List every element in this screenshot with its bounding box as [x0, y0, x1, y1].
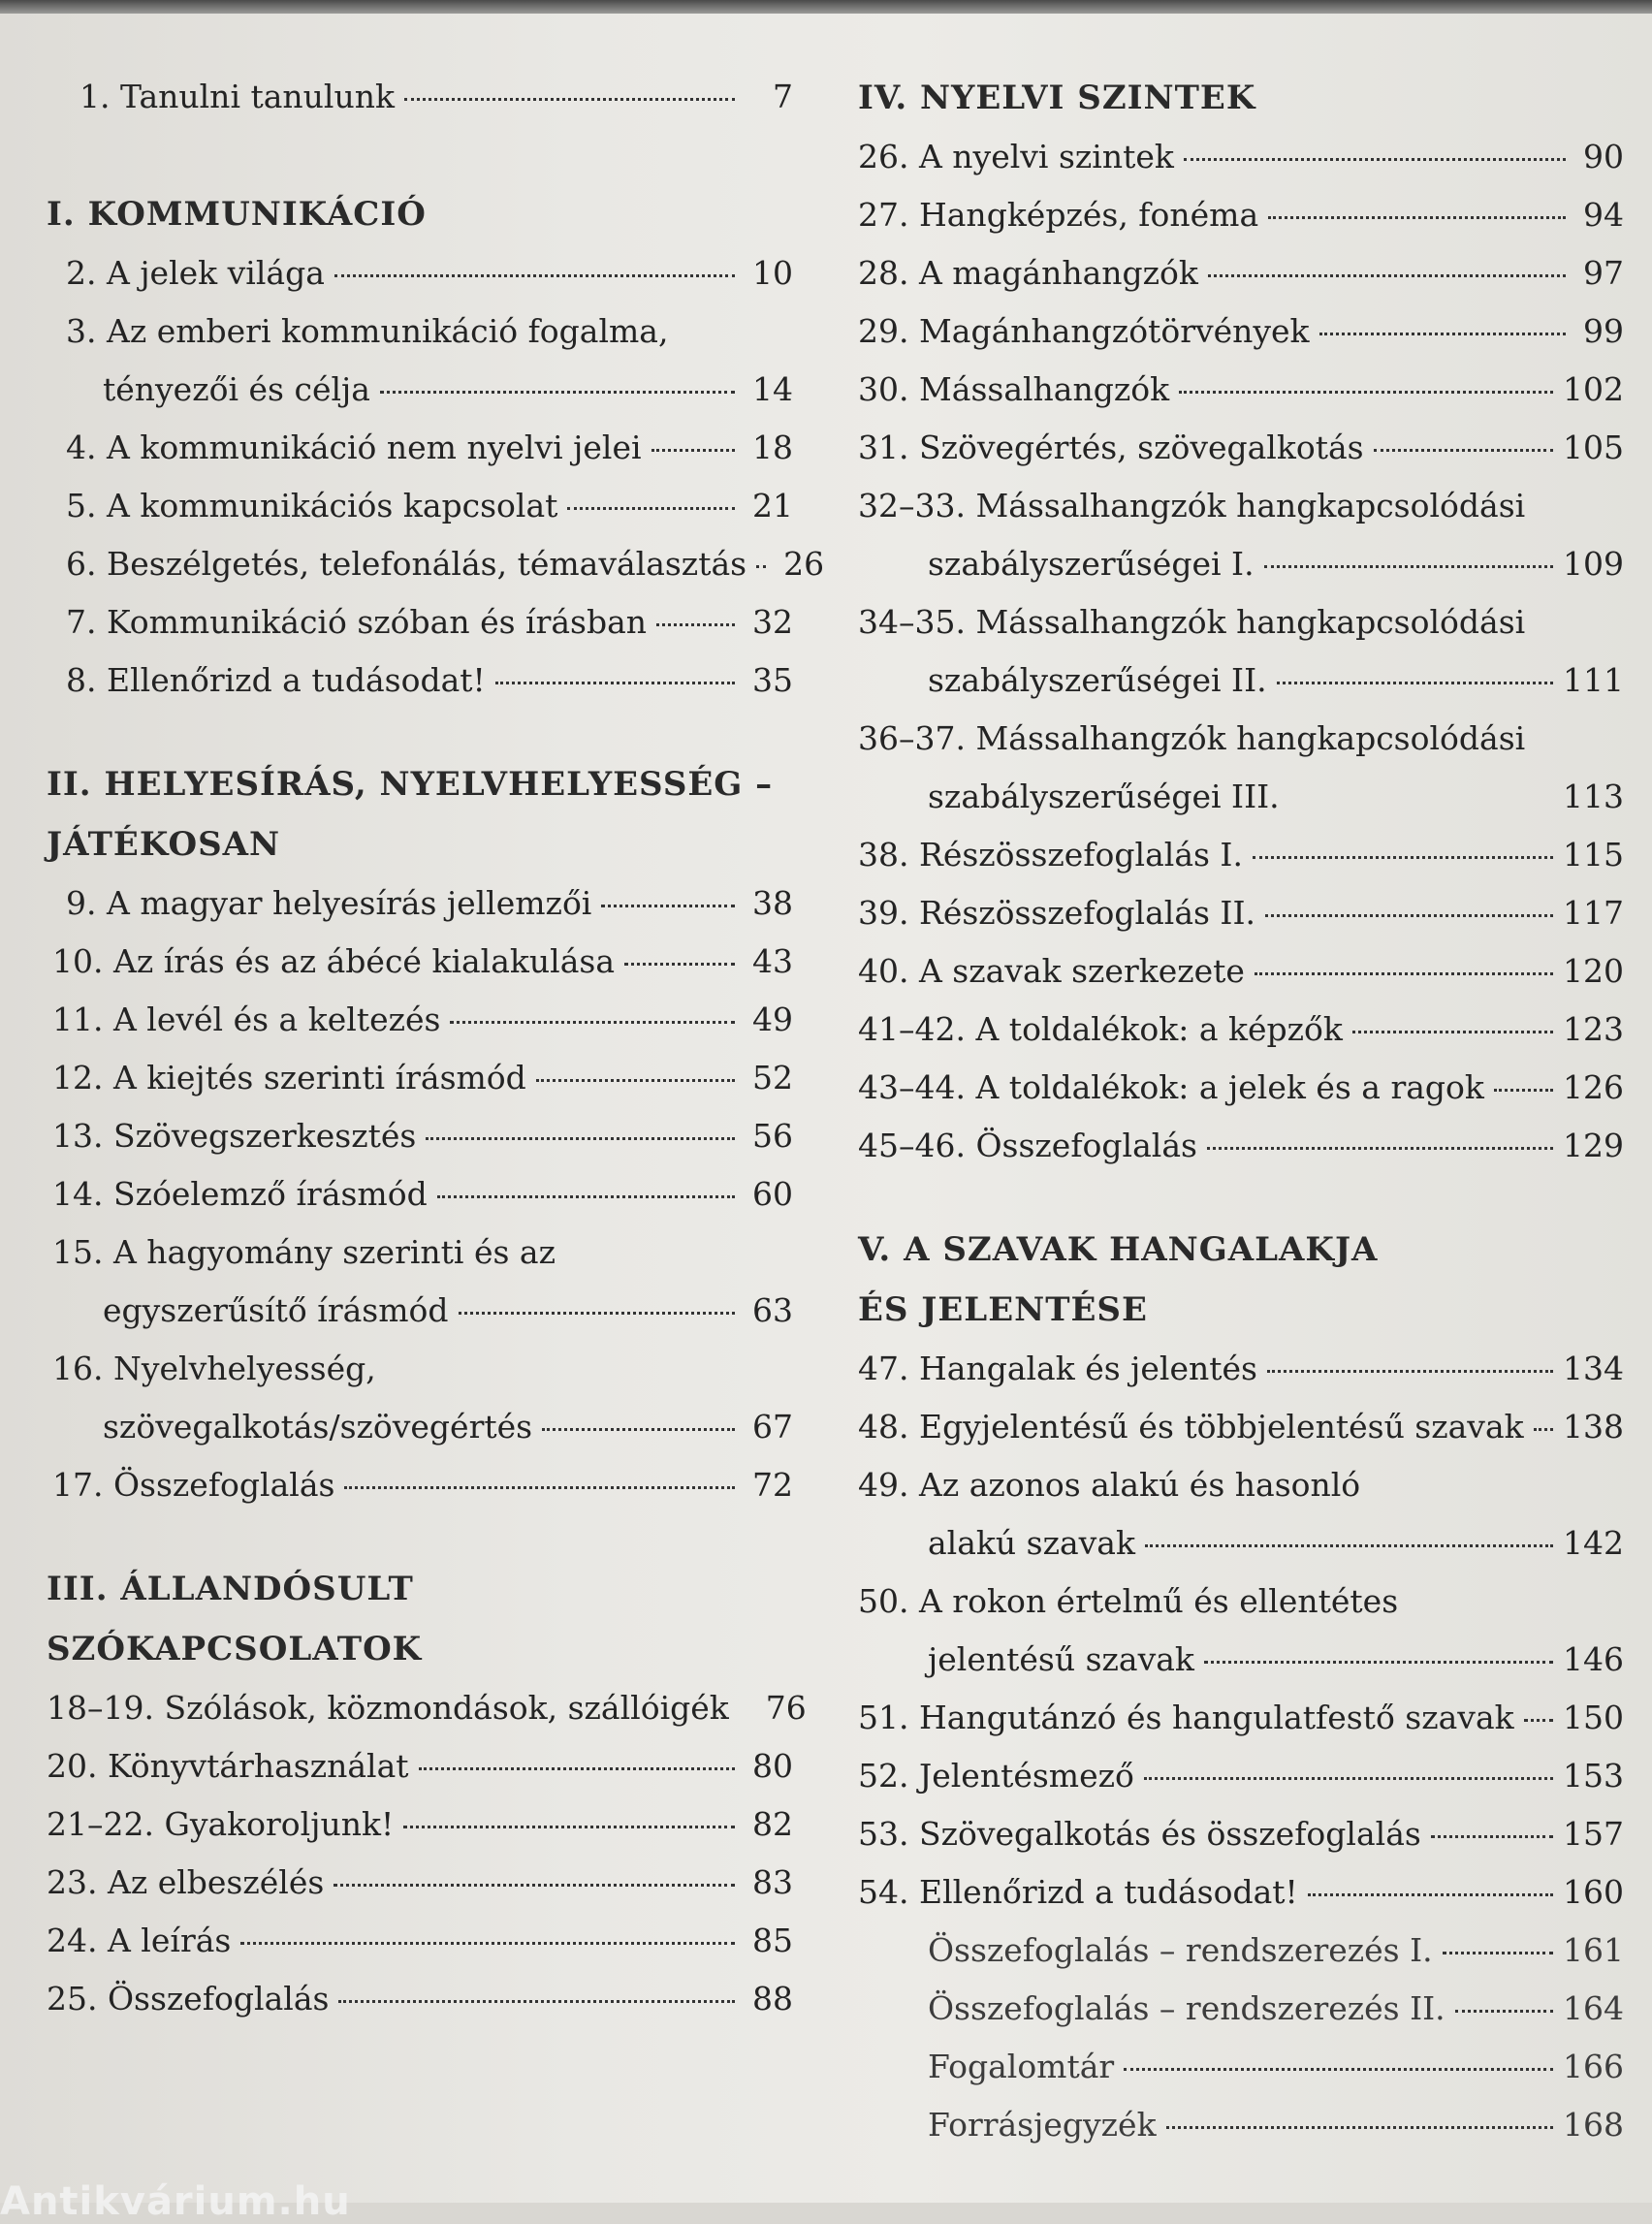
entry-number: 15. — [52, 1233, 104, 1271]
leader-dots — [1443, 1952, 1553, 1954]
leader-dots — [380, 391, 735, 394]
entry-title: A kommunikációs kapcsolat — [107, 487, 558, 524]
toc-entry — [47, 1970, 793, 2028]
entry-number: 25. — [47, 1980, 98, 2017]
entry-title: A hagyomány szerinti és az — [112, 1233, 556, 1271]
entry-page: 168 — [1563, 2106, 1624, 2144]
leader-dots — [1265, 914, 1553, 917]
entry-page: 88 — [752, 1980, 793, 2017]
entry-page: 113 — [1563, 778, 1624, 815]
toc-entry-continuation — [47, 361, 793, 419]
entry-page: 105 — [1563, 429, 1624, 466]
entry-page: 85 — [752, 1922, 793, 1959]
section-heading: III. ÁLLANDÓSULT — [47, 1570, 414, 1608]
entry-page: 99 — [1583, 312, 1624, 350]
toc-entry — [858, 1922, 1624, 1980]
entry-number: 21–22. — [47, 1805, 154, 1843]
entry-number: 36–37. — [858, 719, 966, 757]
toc-entry — [858, 826, 1624, 884]
entry-page: 43 — [752, 942, 793, 980]
entry-number: 24. — [47, 1922, 98, 1959]
entry-title: szabályszerűségei I. — [928, 545, 1255, 583]
toc-entry — [47, 302, 793, 361]
entry-page: 63 — [752, 1291, 793, 1329]
entry-number: 8. — [66, 661, 97, 699]
entry-title: Ellenőrizd a tudásodat! — [107, 661, 486, 699]
entry-number: 41–42. — [858, 1010, 966, 1048]
entry-title: Forrásjegyzék — [928, 2106, 1157, 2144]
entry-title: A kommunikáció nem nyelvi jelei — [107, 429, 642, 466]
entry-page: 123 — [1563, 1010, 1624, 1048]
entry-title: Szólások, közmondások, szállóigék — [164, 1689, 729, 1727]
entry-number: 31. — [858, 429, 909, 466]
leader-dots — [536, 1079, 735, 1082]
toc-entry — [858, 1573, 1624, 1631]
entry-title: Az írás és az ábécé kialakulása — [112, 942, 615, 980]
toc-entry — [47, 477, 793, 535]
entry-page: 157 — [1563, 1815, 1624, 1853]
entry-page: 111 — [1563, 661, 1624, 699]
leader-dots — [1255, 972, 1553, 975]
entry-title: Szövegszerkesztés — [112, 1117, 417, 1155]
entry-title: szabályszerűségei III. — [928, 778, 1280, 815]
leader-dots — [739, 1709, 748, 1712]
entry-title: tényezői és célja — [103, 370, 370, 408]
toc-entry-continuation — [47, 1398, 793, 1456]
leader-dots — [495, 682, 735, 684]
toc-entry — [47, 991, 793, 1049]
leader-dots — [567, 507, 735, 510]
entry-page: 94 — [1583, 196, 1624, 234]
leader-dots — [542, 1428, 735, 1431]
leader-dots — [403, 1826, 735, 1828]
entry-title: A jelek világa — [107, 254, 325, 292]
leader-dots — [426, 1137, 735, 1140]
section-heading: V. A SZAVAK HANGALAKJA — [858, 1230, 1379, 1269]
toc-entry-continuation — [47, 1282, 793, 1340]
leader-dots — [1352, 1031, 1553, 1033]
leader-dots — [1268, 216, 1566, 219]
section-heading: JÁTÉKOSAN — [47, 825, 281, 864]
leader-dots — [656, 623, 735, 626]
entry-number: 16. — [52, 1350, 104, 1387]
entry-page: 115 — [1563, 836, 1624, 874]
toc-entry-continuation — [858, 651, 1624, 710]
entry-title: Mássalhangzók hangkapcsolódási — [975, 719, 1526, 757]
toc-entry — [858, 1863, 1624, 1922]
entry-page: 164 — [1563, 1989, 1624, 2027]
leader-dots — [1374, 449, 1553, 452]
entry-number: 49. — [858, 1466, 909, 1504]
entry-title: szövegalkotás/szövegértés — [103, 1408, 533, 1446]
entry-number: 26. — [858, 138, 909, 175]
leader-dots — [437, 1195, 735, 1198]
entry-page: 138 — [1563, 1408, 1624, 1446]
leader-dots — [1277, 682, 1553, 684]
entry-title: Hangalak és jelentés — [918, 1350, 1257, 1387]
entry-page: 80 — [752, 1747, 793, 1785]
entry-page: 90 — [1583, 138, 1624, 175]
entry-page: 32 — [752, 603, 793, 641]
leader-dots — [1289, 798, 1553, 801]
entry-number: 11. — [52, 1001, 104, 1038]
toc-entry — [858, 186, 1624, 244]
entry-page: 146 — [1563, 1640, 1624, 1678]
entry-title: Mássalhangzók hangkapcsolódási — [975, 487, 1526, 524]
entry-page: 38 — [752, 884, 793, 922]
entry-title: Könyvtárhasználat — [107, 1747, 409, 1785]
leader-dots — [624, 963, 735, 966]
entry-title: Részösszefoglalás I. — [918, 836, 1243, 874]
toc-entry — [47, 1049, 793, 1107]
entry-title: Az azonos alakú és hasonló — [918, 1466, 1361, 1504]
entry-title: Szövegalkotás és összefoglalás — [918, 1815, 1421, 1853]
entry-number: 50. — [858, 1582, 909, 1620]
entry-number: 3. — [66, 312, 97, 350]
leader-dots — [1264, 565, 1553, 568]
entry-title: Hangképzés, fonéma — [918, 196, 1259, 234]
entry-title: A magánhangzók — [918, 254, 1198, 292]
entry-title: Részösszefoglalás II. — [918, 894, 1255, 932]
toc-entry — [47, 593, 793, 651]
leader-dots — [450, 1021, 735, 1024]
entry-title: Jelentésmező — [918, 1757, 1134, 1795]
entry-title: Az elbeszélés — [107, 1863, 325, 1901]
toc-entry — [858, 361, 1624, 419]
toc-entry-continuation — [858, 535, 1624, 593]
toc-entry — [47, 1165, 793, 1223]
entry-title: alakú szavak — [928, 1524, 1135, 1562]
entry-page: 60 — [752, 1175, 793, 1213]
entry-page: 126 — [1563, 1068, 1624, 1106]
toc-entry — [47, 1854, 793, 1912]
toc-entry — [47, 1679, 807, 1737]
entry-number: 43–44. — [858, 1068, 966, 1106]
entry-page: 129 — [1563, 1127, 1624, 1164]
leader-dots — [1207, 1147, 1553, 1150]
entry-number: 40. — [858, 952, 909, 990]
entry-title: A toldalékok: a képzők — [975, 1010, 1343, 1048]
toc-right-column — [858, 68, 1624, 2154]
entry-title: szabályszerűségei II. — [928, 661, 1267, 699]
entry-number: 18–19. — [47, 1689, 154, 1727]
entry-page: 35 — [752, 661, 793, 699]
entry-page: 97 — [1583, 254, 1624, 292]
section-heading: ÉS JELENTÉSE — [858, 1290, 1148, 1329]
entry-number: 52. — [858, 1757, 909, 1795]
toc-entry — [858, 942, 1624, 1001]
entry-number: 54. — [858, 1873, 909, 1911]
leader-dots — [1179, 391, 1553, 394]
toc-entry — [858, 2096, 1624, 2154]
entry-title: Fogalomtár — [928, 2048, 1115, 2085]
leader-dots — [1319, 333, 1566, 335]
toc-entry — [858, 477, 1624, 535]
toc-entry — [858, 593, 1624, 651]
leader-dots — [1524, 1719, 1553, 1722]
entry-number: 9. — [66, 884, 97, 922]
leader-dots — [756, 565, 766, 568]
section-heading: II. HELYESÍRÁS, NYELVHELYESSÉG – — [47, 765, 774, 804]
entry-title: Szövegértés, szövegalkotás — [918, 429, 1364, 466]
leader-dots — [1208, 274, 1566, 277]
entry-page: 134 — [1563, 1350, 1624, 1387]
entry-number: 30. — [858, 370, 909, 408]
entry-page: 150 — [1563, 1699, 1624, 1736]
entry-page: 160 — [1563, 1873, 1624, 1911]
entry-title: Összefoglalás – rendszerezés I. — [928, 1931, 1433, 1969]
leader-dots — [1144, 1777, 1553, 1780]
leader-dots — [334, 1884, 735, 1887]
entry-page: 166 — [1563, 2048, 1624, 2085]
toc-left-column — [47, 68, 825, 2028]
entry-number: 53. — [858, 1815, 909, 1853]
leader-dots — [419, 1767, 735, 1770]
entry-page: 117 — [1563, 894, 1624, 932]
toc-entry — [47, 419, 793, 477]
entry-title: A szavak szerkezete — [918, 952, 1245, 990]
watermark: Antikvárium.hu — [0, 2179, 351, 2224]
leader-dots — [1166, 2126, 1553, 2129]
entry-number: 38. — [858, 836, 909, 874]
toc-entry — [858, 302, 1624, 361]
leader-dots — [1455, 2010, 1553, 2013]
toc-entry — [858, 1747, 1624, 1805]
toc-entry-continuation — [858, 768, 1624, 826]
leader-dots — [1308, 1893, 1553, 1896]
entry-page: 76 — [765, 1689, 807, 1727]
entry-number: 34–35. — [858, 603, 966, 641]
entry-page: 83 — [752, 1863, 793, 1901]
toc-entry — [47, 1912, 793, 1970]
leader-dots — [1253, 856, 1553, 859]
toc-entry — [47, 933, 793, 991]
toc-entry — [47, 1107, 793, 1165]
entry-page: 67 — [752, 1408, 793, 1446]
entry-page: 142 — [1563, 1524, 1624, 1562]
entry-title: Magánhangzótörvények — [918, 312, 1310, 350]
leader-dots — [1145, 1544, 1553, 1547]
entry-number: 32–33. — [858, 487, 966, 524]
entry-number: 23. — [47, 1863, 98, 1901]
entry-title: Mássalhangzók — [918, 370, 1170, 408]
entry-page: 72 — [752, 1466, 793, 1504]
entry-number: 29. — [858, 312, 909, 350]
toc-entry-continuation — [858, 1514, 1624, 1573]
leader-dots — [404, 98, 735, 101]
leader-dots — [338, 2000, 735, 2003]
entry-title: Az emberi kommunikáció fogalma, — [107, 312, 669, 350]
leader-dots — [1534, 1428, 1553, 1431]
entry-number: 48. — [858, 1408, 909, 1446]
entry-number: 13. — [52, 1117, 104, 1155]
entry-title: Ellenőrizd a tudásodat! — [918, 1873, 1298, 1911]
entry-title: Összefoglalás — [107, 1980, 330, 2017]
entry-page: 120 — [1563, 952, 1624, 990]
entry-number: 51. — [858, 1699, 909, 1736]
toc-entry — [47, 68, 793, 126]
entry-page: 18 — [752, 429, 793, 466]
leader-dots — [601, 905, 735, 907]
entry-number: 6. — [66, 545, 97, 583]
entry-title: Összefoglalás — [975, 1127, 1197, 1164]
toc-entry — [858, 710, 1624, 768]
entry-title: Összefoglalás — [112, 1466, 335, 1504]
toc-entry — [858, 2038, 1624, 2096]
toc-entry — [858, 1340, 1624, 1398]
leader-dots — [459, 1312, 735, 1315]
entry-title: Egyjelentésű és többjelentésű szavak — [918, 1408, 1524, 1446]
entry-page: 10 — [752, 254, 793, 292]
entry-number: 4. — [66, 429, 97, 466]
entry-title: A toldalékok: a jelek és a ragok — [975, 1068, 1484, 1106]
toc-entry — [47, 874, 793, 933]
leader-dots — [240, 1942, 735, 1945]
entry-page: 161 — [1563, 1931, 1624, 1969]
entry-title: A nyelvi szintek — [918, 138, 1174, 175]
entry-number: 45–46. — [858, 1127, 966, 1164]
section-heading: I. KOMMUNIKÁCIÓ — [47, 195, 427, 234]
entry-title: A levél és a keltezés — [112, 1001, 441, 1038]
toc-entry — [47, 651, 793, 710]
entry-page: 109 — [1563, 545, 1624, 583]
entry-page: 21 — [752, 487, 793, 524]
toc-entry — [858, 128, 1624, 186]
entry-number: 1. — [79, 78, 111, 115]
toc-entry — [858, 1980, 1624, 2038]
entry-number: 7. — [66, 603, 97, 641]
entry-page: 56 — [752, 1117, 793, 1155]
entry-title: Kommunikáció szóban és írásban — [107, 603, 648, 641]
section-heading: SZÓKAPCSOLATOK — [47, 1630, 423, 1668]
entry-page: 82 — [752, 1805, 793, 1843]
entry-title: Hangutánzó és hangulatfestő szavak — [918, 1699, 1514, 1736]
entry-page: 52 — [752, 1059, 793, 1096]
toc-entry — [858, 1398, 1624, 1456]
leader-dots — [344, 1486, 735, 1489]
entry-title: egyszerűsítő írásmód — [103, 1291, 449, 1329]
leader-dots — [1184, 158, 1566, 161]
leader-dots — [651, 449, 735, 452]
entry-page: 153 — [1563, 1757, 1624, 1795]
entry-number: 20. — [47, 1747, 98, 1785]
entry-title: Szóelemző írásmód — [112, 1175, 428, 1213]
toc-entry — [858, 1001, 1624, 1059]
entry-title: A magyar helyesírás jellemzői — [107, 884, 592, 922]
toc-entry — [47, 1795, 793, 1854]
entry-number: 47. — [858, 1350, 909, 1387]
toc-entry — [858, 1456, 1624, 1514]
toc-entry-continuation — [858, 1631, 1624, 1689]
entry-title: Összefoglalás – rendszerezés II. — [928, 1989, 1446, 2027]
leader-dots — [1124, 2068, 1553, 2071]
entry-page: 7 — [773, 78, 793, 115]
entry-number: 12. — [52, 1059, 104, 1096]
entry-number: 28. — [858, 254, 909, 292]
entry-page: 14 — [752, 370, 793, 408]
entry-page: 26 — [783, 545, 825, 583]
toc-entry — [47, 1456, 793, 1514]
toc-entry — [47, 535, 825, 593]
entry-title: A kiejtés szerinti írásmód — [112, 1059, 526, 1096]
entry-title: A rokon értelmű és ellentétes — [918, 1582, 1399, 1620]
entry-number: 14. — [52, 1175, 104, 1213]
toc-entry — [858, 1059, 1624, 1117]
entry-number: 17. — [52, 1466, 104, 1504]
toc-entry — [858, 244, 1624, 302]
toc-entry — [47, 1223, 793, 1282]
toc-entry — [47, 1340, 793, 1398]
entry-title: A leírás — [107, 1922, 232, 1959]
entry-number: 5. — [66, 487, 97, 524]
entry-title: Nyelvhelyesség, — [112, 1350, 376, 1387]
entry-title: Mássalhangzók hangkapcsolódási — [975, 603, 1526, 641]
leader-dots — [1431, 1835, 1553, 1838]
entry-page: 102 — [1563, 370, 1624, 408]
leader-dots — [1204, 1661, 1553, 1664]
entry-number: 39. — [858, 894, 909, 932]
toc-entry — [858, 1805, 1624, 1863]
entry-title: Tanulni tanulunk — [120, 78, 395, 115]
toc-entry — [858, 884, 1624, 942]
toc-entry — [858, 1117, 1624, 1175]
section-heading: IV. NYELVI SZINTEK — [858, 79, 1256, 117]
entry-title: Beszélgetés, telefonálás, témaválasztás — [107, 545, 747, 583]
entry-title: Gyakoroljunk! — [164, 1805, 395, 1843]
leader-dots — [334, 274, 735, 277]
entry-number: 2. — [66, 254, 97, 292]
entry-number: 10. — [52, 942, 104, 980]
toc-entry — [47, 244, 793, 302]
toc-entry — [858, 419, 1624, 477]
leader-dots — [1494, 1089, 1553, 1092]
entry-title: jelentésű szavak — [928, 1640, 1194, 1678]
entry-page: 49 — [752, 1001, 793, 1038]
toc-entry — [858, 1689, 1624, 1747]
leader-dots — [1267, 1370, 1553, 1373]
entry-number: 27. — [858, 196, 909, 234]
toc-entry — [47, 1737, 793, 1795]
